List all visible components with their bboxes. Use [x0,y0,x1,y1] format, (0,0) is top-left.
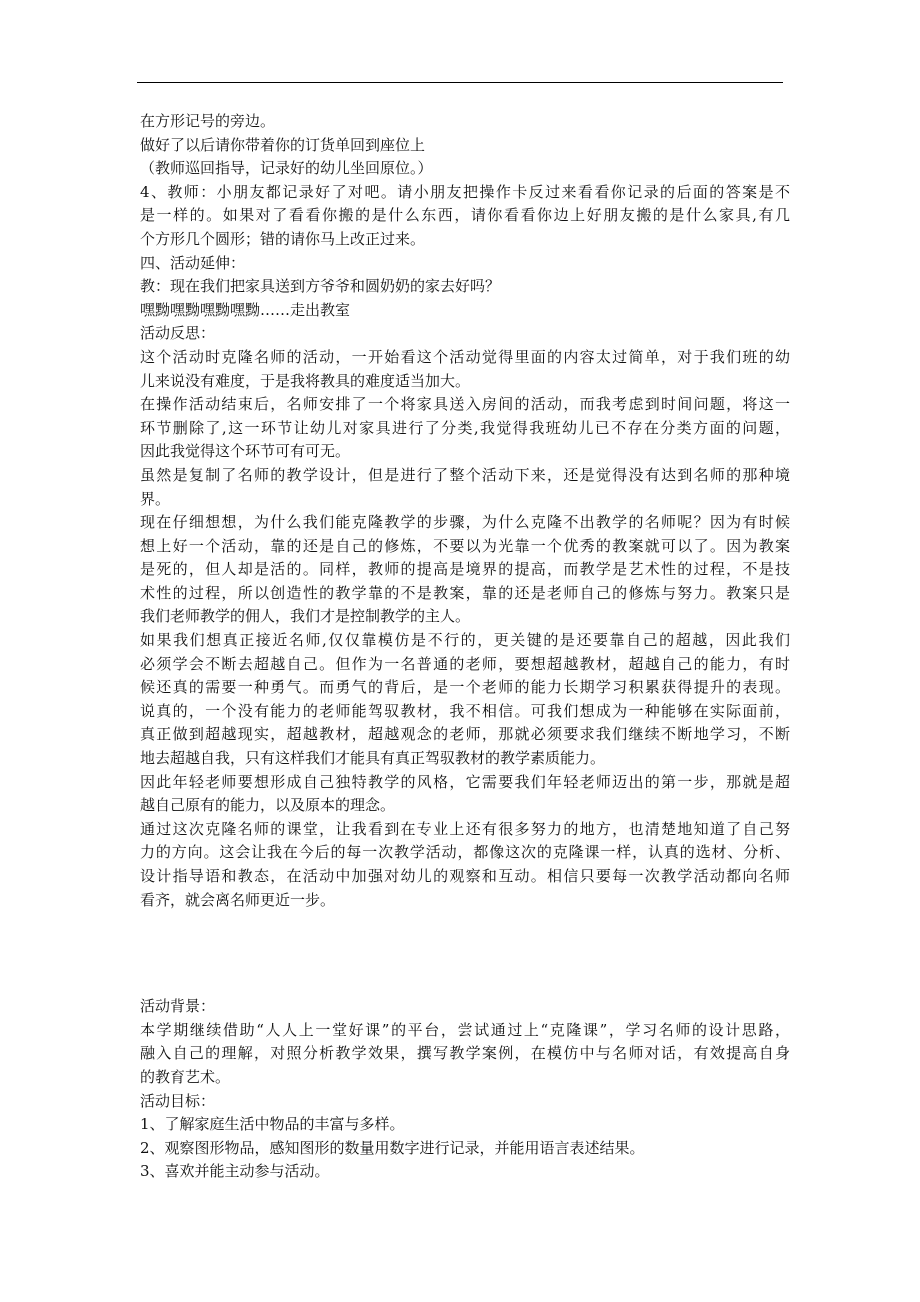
paragraph-line: 本学期继续借助“人人上一堂好课”的平台，尝试通过上“克隆课”，学习名师的设计思路， [140,1020,790,1039]
paragraph-line: 因此我觉得这个环节可有可无。 [140,442,351,461]
section-heading: 四、活动延伸： [140,253,246,272]
paragraph-line: 想上好一个活动，靠的还是自己的修炼，不要以为光靠一个优秀的教案就可以了。因为教案 [140,536,790,555]
paragraph-line: 地去超越自我，只有这样我们才能具有真正驾驭教材的教学素质能力。 [140,749,606,768]
paragraph-line: 通过这次克隆名师的课堂，让我看到在专业上还有很多努力的地方，也清楚地知道了自己努 [140,819,790,838]
paragraph-line: 儿来说没有难度，于是我将教具的难度适当加大。 [140,371,471,390]
paragraph-line: 术性的过程，所以创造性的教学靠的不是教案，靠的还是老师自己的修炼与努力。教案只是 [140,583,790,602]
list-item: 2、观察图形物品，感知图形的数量用数字进行记录，并能用语言表述结果。 [140,1138,645,1157]
paragraph-line: 个方形几个圆形；错的请你马上改正过来。 [140,229,426,248]
section-heading: 活动背景： [140,997,216,1016]
section-heading: 活动反思： [140,324,216,343]
section-heading: 活动目标： [140,1091,216,1110]
header-rule [137,82,783,83]
paragraph-line: 是死的，但人却是活的。同样，教师的提高是境界的提高，而教学是艺术性的过程，不是技 [140,560,790,579]
section-gap [140,912,790,995]
paragraph-line: 这个活动时克隆名师的活动，一开始看这个活动觉得里面的内容太过简单，对于我们班的幼 [140,347,790,366]
paragraph-line: 融入自己的理解，对照分析教学效果，撰写教学案例，在模仿中与名师对话，有效提高自身 [140,1044,790,1063]
paragraph-line: 如果我们想真正接近名师,仅仅靠模仿是不行的，更关键的是还要靠自己的超越，因此我们 [140,631,790,650]
document-body [140,110,790,1184]
paragraph-line: 界。 [140,489,171,508]
list-item: 3、喜欢并能主动参与活动。 [140,1162,330,1181]
paragraph-line: 说真的，一个没有能力的老师能驾驭教材，我不相信。可我们想成为一种能够在实际面前， [140,701,790,720]
paragraph-line: 的教育艺术。 [140,1067,231,1086]
paragraph-line: 我们老师教学的佣人，我们才是控制教学的主人。 [140,607,471,626]
paragraph-line: 在操作活动结束后，名师安排了一个将家具送入房间的活动，而我考虑到时间问题，将这一 [140,395,790,414]
paragraph-line: 真正做到超越现实，超越教材，超越观念的老师，那就必须要求我们继续不断地学习，不断 [140,725,790,744]
paragraph-line: 教：现在我们把家具送到方爷爷和圆奶奶的家去好吗？ [140,277,501,296]
paragraph-line: 现在仔细想想，为什么我们能克隆教学的步骤，为什么克隆不出教学的名师呢？因为有时候 [140,513,790,532]
document-block-1 [140,110,790,912]
paragraph-line: 力的方向。这会让我在今后的每一次教学活动，都像这次的克隆课一样，认真的选材、分析、 [140,843,790,862]
paragraph-line: 环节删除了,这一环节让幼儿对家具进行了分类,我觉得我班幼儿已不存在分类方面的问题， [140,418,790,437]
paragraph-line: 候还真的需要一种勇气。而勇气的背后，是一个老师的能力长期学习积累获得提升的表现。 [140,678,790,697]
document-block-2 [140,995,790,1184]
paragraph-line: 越自己原有的能力，以及原本的理念。 [140,796,396,815]
list-item: 1、了解家庭生活中物品的丰富与多样。 [140,1115,405,1134]
paragraph-line: 是一样的。如果对了看看你搬的是什么东西，请你看看你边上好朋友搬的是什么家具,有几 [140,206,790,225]
paragraph-line: 嘿黝嘿黝嘿黝嘿黝……走出教室 [140,300,351,319]
paragraph-line: 看齐，就会离名师更近一步。 [140,890,336,909]
paragraph-line: 因此年轻老师要想形成自己独特教学的风格，它需要我们年轻老师迈出的第一步，那就是超 [140,772,790,791]
paragraph-line: 必须学会不断去超越自己。但作为一名普通的老师，要想超越教材，超越自己的能力，有时 [140,654,790,673]
paragraph-line: （教师巡回指导，记录好的幼儿坐回原位。） [140,159,433,178]
paragraph-line: 虽然是复制了名师的教学设计，但是进行了整个活动下来，还是觉得没有达到名师的那种境 [140,465,790,484]
paragraph-line: 设计指导语和教态，在活动中加强对幼儿的观察和互动。相信只要每一次教学活动都向名师 [140,867,790,885]
paragraph-line: 4、教师：小朋友都记录好了对吧。请小朋友把操作卡反过来看看你记录的后面的答案是不 [140,182,790,201]
paragraph-line: 在方形记号的旁边。 [140,112,276,130]
paragraph-line: 做好了以后请你带着你的订货单回到座位上 [140,135,426,154]
